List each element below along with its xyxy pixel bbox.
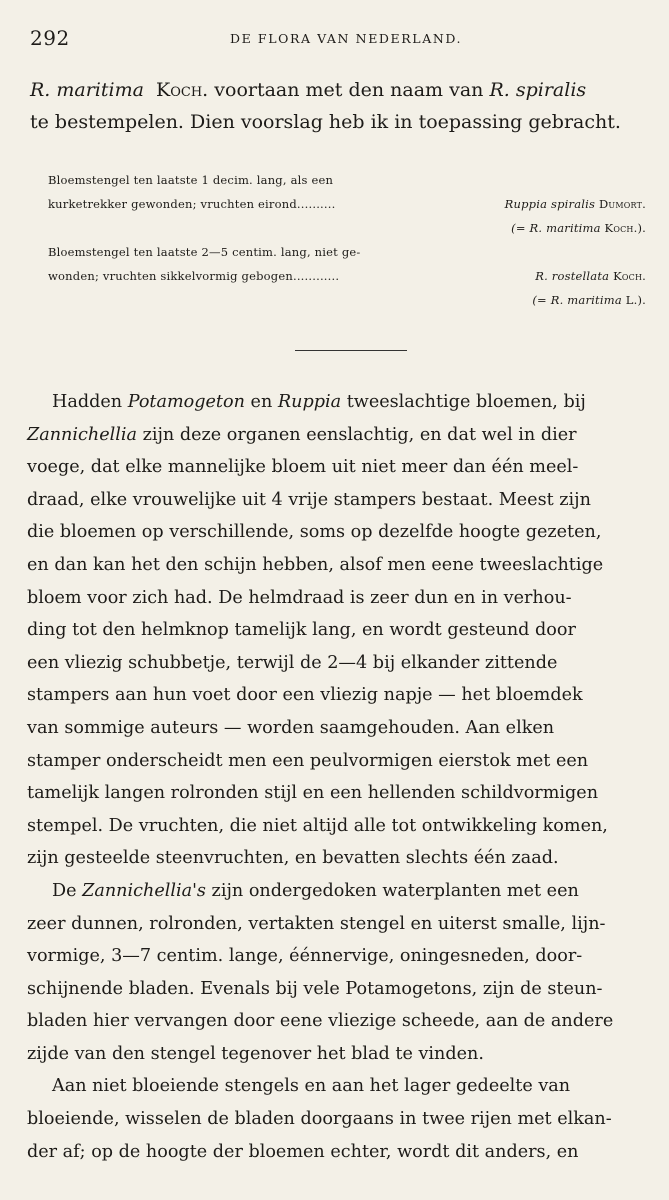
text-run: zijn ondergedoken waterplanten met een: [205, 880, 579, 901]
page-header: [30, 26, 640, 48]
text-line: tamelijk langen rolronden stijl en een hellenden schildvormigen: [27, 783, 599, 804]
intro-paragraph: [30, 74, 650, 138]
author-name: Koch.).: [604, 221, 646, 235]
text-line: stamper onderscheidt men een peulvormigen eierstok met een: [27, 750, 589, 771]
author-name: Dumort.: [599, 197, 646, 211]
text-line: bladen hier vervangen door eene vliezige scheede, aan de andere: [27, 1011, 614, 1032]
text-line: der af; op de hoogte der bloemen echter, wordt dit anders, en: [27, 1141, 579, 1162]
text-run: Hadden: [52, 392, 128, 412]
text-line: zijn gesteelde steenvruchten, en bevatten slechts één zaad.: [27, 848, 559, 869]
text-line: en dan kan het den schijn hebben, alsof men eene tweeslachtige: [27, 554, 604, 575]
text-line: [52, 386, 655, 419]
taxon-name: R. rostellata: [535, 269, 610, 283]
taxon-name: R. spiralis: [489, 79, 587, 101]
text-run: tweeslachtige bloemen, bij: [341, 392, 586, 412]
text-line: ding tot den helmknop tamelijk lang, en wordt gesteund door: [27, 620, 576, 641]
text-line: bloem voor zich had. De helmdraad is zeer dun en in verhou-: [27, 587, 572, 608]
text-line: schijnende bladen. Evenals bij vele Potamogetons, zijn de steun-: [27, 978, 603, 999]
page-number: 292: [30, 26, 70, 50]
text-line: [30, 74, 650, 106]
author-name: Koch.: [156, 79, 209, 101]
section-divider: [295, 350, 407, 351]
key-text: kurketrekker gewonden; vruchten eirond..........: [48, 197, 336, 211]
text-line: van sommige auteurs — worden saamgehouden. Aan elken: [27, 717, 555, 738]
key-result: [505, 192, 646, 216]
key-text: Bloemstengel ten laatste 2—5 centim. lang, niet ge-: [48, 245, 361, 259]
key-result: [535, 264, 646, 288]
text-line: zeer dunnen, rolronden, vertakten stengel en uiterst smalle, lijn-: [27, 913, 606, 934]
body-text: [27, 386, 655, 1168]
text-run: De: [52, 880, 83, 901]
text-line: stempel. De vruchten, die niet altijd alle tot ontwikkeling komen,: [27, 815, 608, 836]
genus-name: Potamogeton: [127, 392, 245, 412]
key-row: [48, 264, 646, 288]
genus-name: Ruppia: [277, 392, 342, 412]
key-text: wonden; vruchten sikkelvormig gebogen............: [48, 269, 340, 283]
key-synonym: [511, 216, 646, 240]
text-line: draad, elke vrouwelijke uit 4 vrije stampers bestaat. Meest zijn: [27, 489, 591, 510]
key-row: [48, 240, 646, 264]
text-line: [52, 875, 655, 908]
text-line: een vliezig schubbetje, terwijl de 2—4 bij elkander zittende: [27, 652, 558, 673]
running-head: DE FLORA VAN NEDERLAND.: [230, 31, 463, 46]
key-row: [48, 192, 646, 216]
text-line: vormige, 3—7 centim. lange, éénnervige, oningesneden, door-: [27, 946, 583, 967]
taxon-name: R. maritima: [30, 79, 144, 101]
text-line: zijde van den stengel tegenover het blad te vinden.: [27, 1043, 484, 1064]
text-line: te bestempelen. Dien voorslag heb ik in toepassing gebracht.: [30, 111, 621, 133]
synonym-name: (= R. maritima: [511, 221, 601, 235]
genus-name: Zannichellia's: [82, 880, 206, 901]
text-line: voege, dat elke mannelijke bloem uit niet meer dan één meel-: [27, 457, 579, 478]
text-line: [27, 419, 655, 452]
key-text: Bloemstengel ten laatste 1 decim. lang, als een: [48, 173, 334, 187]
key-row: [48, 216, 646, 240]
text-line: bloeiende, wisselen de bladen doorgaans in twee rijen met elkan-: [27, 1109, 612, 1130]
identification-key: [48, 168, 646, 312]
taxon-name: Ruppia spiralis: [504, 197, 596, 211]
text-run: voortaan met den naam van: [208, 79, 490, 101]
key-row: [48, 288, 646, 312]
key-synonym: [532, 288, 646, 312]
text-run: zijn deze organen eenslachtig, en dat wel in dier: [136, 424, 577, 445]
text-run: en: [244, 392, 278, 412]
synonym-name: (= R. maritima: [532, 293, 622, 307]
text-line: Aan niet bloeiende stengels en aan het lager gedeelte van: [52, 1076, 571, 1097]
genus-name: Zannichellia: [27, 424, 137, 445]
text-line: die bloemen op verschillende, soms op dezelfde hoogte gezeten,: [27, 522, 602, 543]
author-name: Koch.: [613, 269, 646, 283]
key-row: [48, 168, 646, 192]
text-line: stampers aan hun voet door een vliezig napje — het bloemdek: [27, 685, 583, 706]
author-name: L.).: [625, 293, 646, 307]
